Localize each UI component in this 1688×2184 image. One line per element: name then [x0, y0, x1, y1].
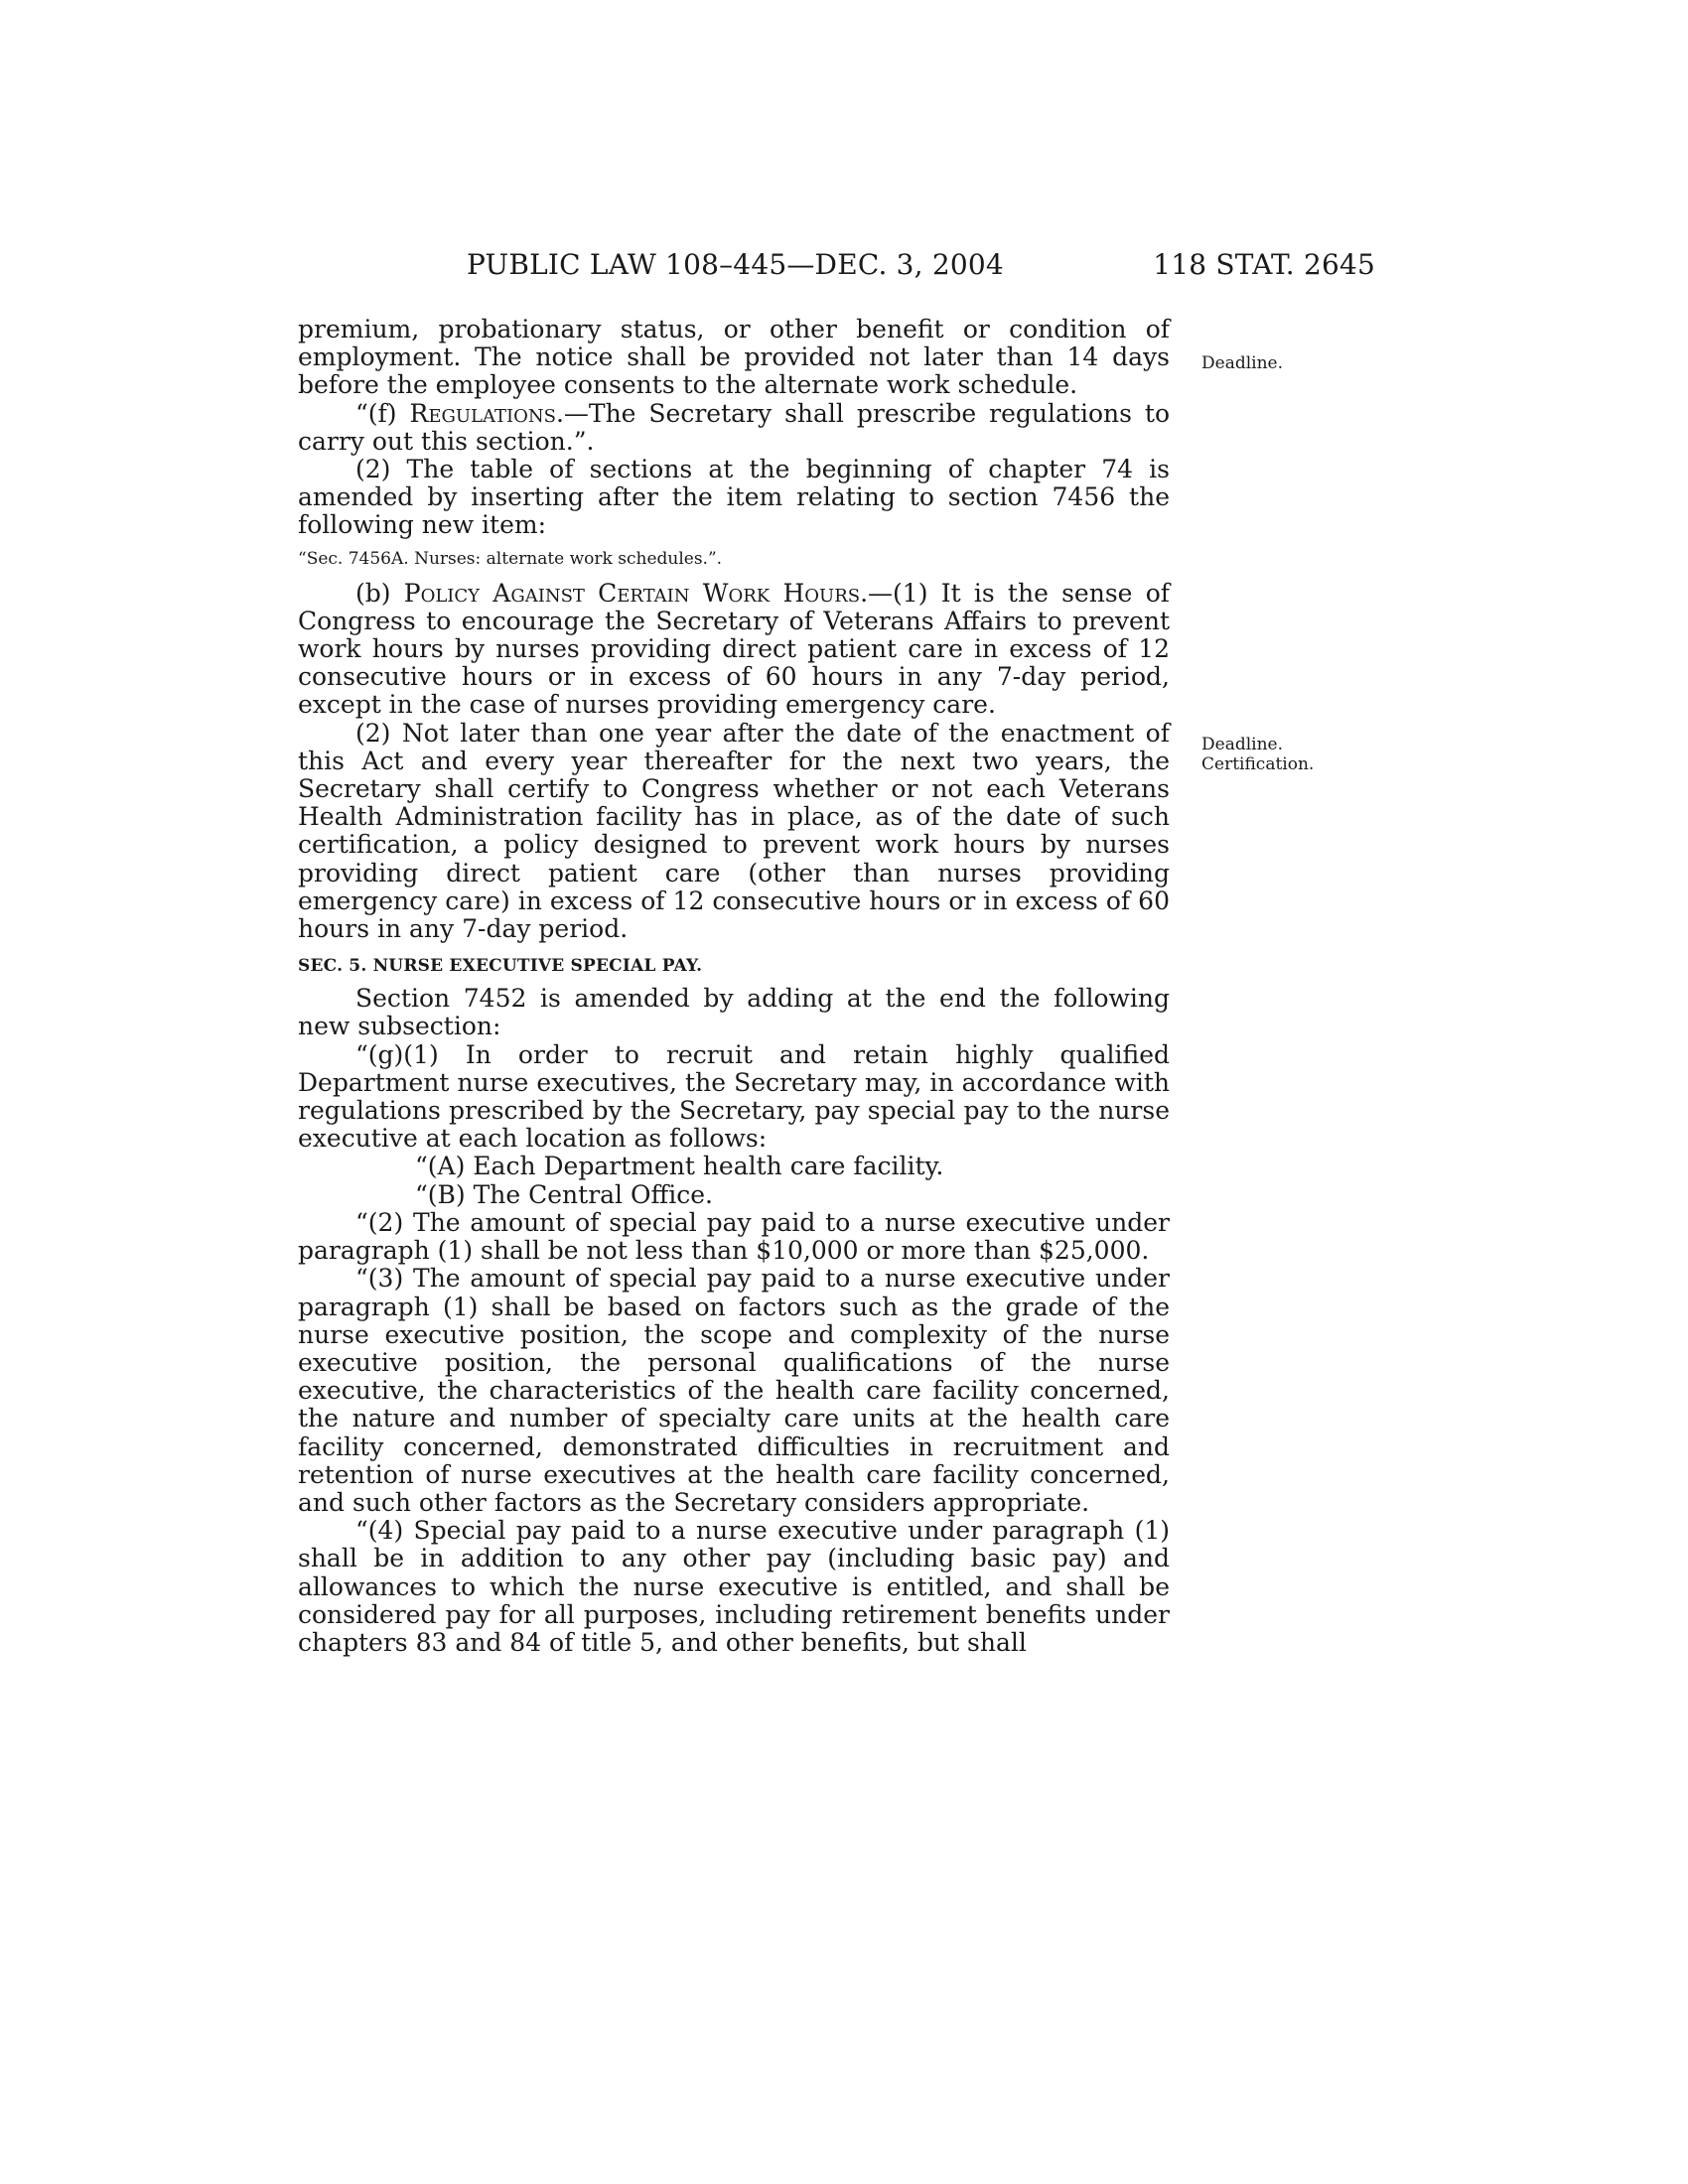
- subparagraph-b: “(B) The Central Office.: [415, 1179, 713, 1209]
- paragraph-policy: [298, 580, 1170, 720]
- page-number: 118 STAT. 2645: [1153, 248, 1375, 281]
- paragraph-regulations: [298, 400, 1170, 456]
- statute-text: [298, 316, 1170, 1657]
- table-of-sections-item: “Sec. 7456A. Nurses: alternate work schedules.”.: [298, 548, 723, 569]
- paragraph-amendment: Section 7452 is amended by adding at the end the following new subsection:: [298, 984, 1170, 1041]
- margin-note-deadline-certification: [1201, 735, 1314, 774]
- para-prefix: (b): [355, 578, 404, 608]
- paragraph-2: “(2) The amount of special pay paid to a nurse executive under paragraph (1) shall be not less than $10,000 or more than $25,000.: [298, 1207, 1170, 1266]
- paragraph-table-amendment: (2) The table of sections at the beginning of chapter 74 is amended by inserting after the item relating to section 7456 the following new item:: [298, 455, 1170, 540]
- para-prefix: “(f): [355, 398, 410, 428]
- para-text: .—(1) It is the sense of Congress to encourage the Secretary of Veterans Affairs to prevent work hours by nurses providing direct patient care in excess of 12 consecutive hours or in excess of 60 hours in any 7-day period, except in the case of nurses providing emergency care.: [298, 578, 1170, 720]
- subparagraph-a: “(A) Each Department health care facility.: [415, 1152, 944, 1181]
- margin-note-deadline: Deadline.: [1201, 353, 1283, 373]
- subsection-heading: Regulations: [409, 398, 556, 428]
- page-header-title: PUBLIC LAW 108–445—DEC. 3, 2004: [467, 248, 1004, 281]
- margin-note-certification: Certification.: [1201, 754, 1315, 774]
- para-text: .—The Secretary shall prescribe regulations to carry out this section.”.: [298, 398, 1170, 456]
- paragraph-certification: (2) Not later than one year after the date of the enactment of this Act and every year thereafter for the next two years, the Secretary shall certify to Congress whether or not each Veterans Health Administration facility has in place, as of the date of such certification, a policy designed to prevent work hours by nurses providing direct patient care (other than nurses providing emergency care) in excess of 12 consecutive hours or in excess of 60 hours in any 7-day period.: [298, 718, 1170, 944]
- section-heading: SEC. 5. NURSE EXECUTIVE SPECIAL PAY.: [298, 956, 703, 977]
- subsection-heading: Policy Against Certain Work Hours: [403, 578, 861, 608]
- paragraph-4: “(4) Special pay paid to a nurse executive under paragraph (1) shall be in addition to any other pay (including basic pay) and allowances to which the nurse executive is entitled, and shall be considered pay for all purposes, including retirement benefits under chapters 83 and 84 of title 5, and other benefits, but shall: [298, 1516, 1170, 1657]
- paragraph-continuation: premium, probationary status, or other benefit or condition of employment. The notice shall be provided not later than 14 days before the employee consents to the alternate work schedule.: [298, 315, 1170, 400]
- paragraph-3: “(3) The amount of special pay paid to a nurse executive under paragraph (1) shall be based on factors such as the grade of the nurse executive position, the scope and complexity of the nurse executive position, the personal qualifications of the nurse executive, the characteristics of the health care facility concerned, the nature and number of specialty care units at the health care facility concerned, demonstrated difficulties in recruitment and retention of nurse executives at the health care facility concerned, and such other factors as the Secretary considers appropriate.: [298, 1264, 1170, 1517]
- running-head: [298, 248, 1375, 288]
- paragraph-g1: “(g)(1) In order to recruit and retain highly qualified Department nurse executives, the Secretary may, in accordance with regulations prescribed by the Secretary, pay special pay to the nurse executive at each location as follows:: [298, 1039, 1170, 1154]
- margin-note-deadline-2: Deadline.: [1201, 735, 1283, 754]
